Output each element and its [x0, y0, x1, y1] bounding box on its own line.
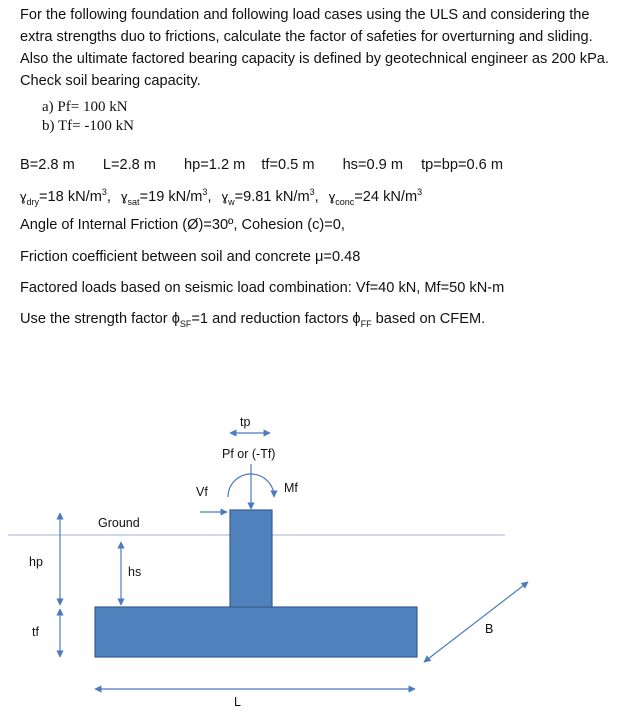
footing	[95, 607, 417, 657]
ground-label: Ground	[98, 516, 140, 530]
dim-tf: tf=0.5 m	[261, 157, 315, 173]
gamma-conc: ɣ$_{conc}$=24 $kN/m^3$	[328, 187, 423, 207]
strength-factors-line: Use the strength factor $\phi_{SF}=1$ and reduction factors $\phi_{FF}$ based on CFEM.	[20, 311, 486, 329]
mf-label: Mf	[284, 481, 298, 495]
hp-label: hp	[29, 555, 43, 569]
gamma-dry: ɣ$_{dry}$=18 $kN/m^3$,	[20, 187, 111, 207]
load-case-a: a) Pf= 100 kN	[42, 99, 128, 115]
friction-coefficient-line: Friction coefficient between soil and concrete μ=0.48	[20, 249, 361, 265]
dim-b: B=2.8 m	[20, 157, 75, 173]
pf-label: Pf or (-Tf)	[222, 447, 276, 461]
dim-hp: hp=1.2 m	[184, 157, 246, 173]
tf-label: tf	[32, 625, 39, 639]
load-case-b: b) Tf= -100 kN	[42, 118, 134, 134]
b-arrow	[424, 582, 528, 662]
gamma-w: ɣ$_w$=9.81 $kN/m^3$,	[221, 187, 319, 207]
dim-l: L=2.8 m	[102, 157, 156, 173]
b-label: B	[485, 622, 494, 636]
problem-statement: For the following foundation and following load cases using the ULS and considering the extra strengths duo to frictions, calculate the factor of safeties for overturning and sliding. Also the ultimate factored bearing capacity is defined by geotechnical engineer as 200 kPa. Check soil bearing capacity.	[20, 7, 609, 89]
friction-angle-line: Angle of Internal Friction (Ø)=30º, Cohesion (c)=0,	[20, 217, 345, 233]
gamma-sat: ɣ$_{sat}$=19 $kN/m^3$,	[121, 187, 212, 207]
pedestal	[230, 510, 272, 607]
dim-tp: tp=bp=0.6 m	[421, 157, 504, 173]
hs-label: hs	[128, 565, 142, 579]
seismic-loads-line: Factored loads based on seismic load combination: Vf=40 kN, Mf=50 kN-m	[20, 280, 505, 296]
vf-label: Vf	[196, 485, 208, 499]
dim-hs: hs=0.9 m	[342, 157, 403, 173]
tp-label: tp	[240, 415, 251, 429]
l-label: L	[234, 695, 241, 709]
